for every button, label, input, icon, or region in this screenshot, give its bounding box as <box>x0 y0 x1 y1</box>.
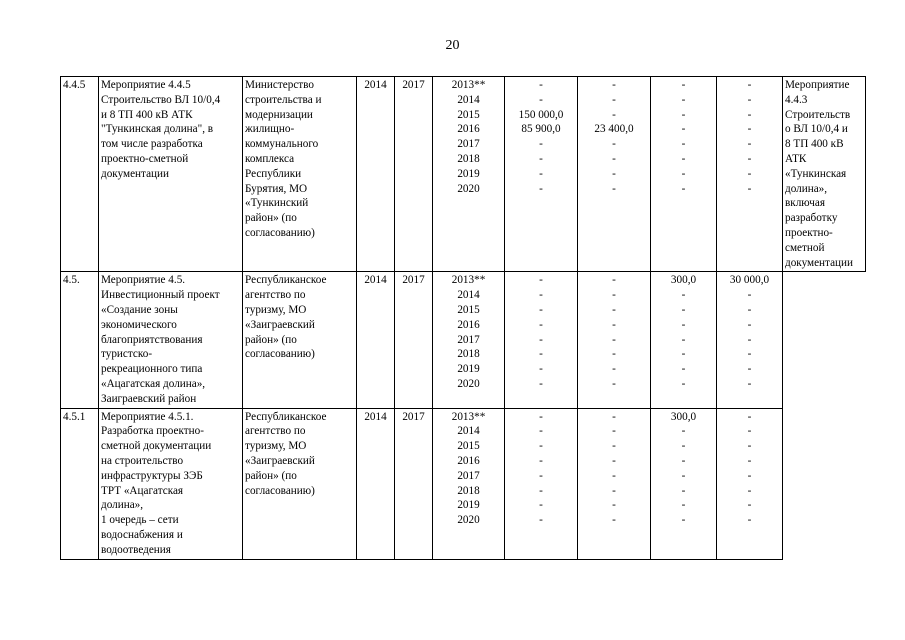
start-year: 2014 <box>357 272 395 408</box>
row-number: 4.5. <box>61 272 99 408</box>
funding-col-3: 300,0 - - - - - - - <box>651 408 717 559</box>
table-row <box>61 272 866 408</box>
table-row <box>61 77 866 272</box>
funding-col-3: - - - - - - - - <box>651 77 717 272</box>
years-list: 2013** 2014 2015 2016 2017 2018 2019 2020 <box>433 408 505 559</box>
funding-col-1: - - - - - - - - <box>505 272 578 408</box>
row-number: 4.4.5 <box>61 77 99 272</box>
table-row <box>61 408 866 559</box>
years-list: 2013** 2014 2015 2016 2017 2018 2019 2020 <box>433 272 505 408</box>
executor: Республиканское агентство по туризму, МО «Заиграевский район» (по согласованию) <box>243 272 357 408</box>
measure-name: Мероприятие 4.4.5 Строительство ВЛ 10/0,4 и 8 ТП 400 кВ АТК "Тункинская долина", в том числе разработка проектно-сметной документации <box>99 77 243 272</box>
measures-table <box>60 76 866 560</box>
funding-col-4: 30 000,0 - - - - - - - <box>717 272 783 408</box>
years-list: 2013** 2014 2015 2016 2017 2018 2019 2020 <box>433 77 505 272</box>
funding-col-1: - - - - - - - - <box>505 408 578 559</box>
executor: Республиканское агентство по туризму, МО «Заиграевский район» (по согласованию) <box>243 408 357 559</box>
start-year: 2014 <box>357 408 395 559</box>
end-year: 2017 <box>395 408 433 559</box>
funding-col-4: - - - - - - - - <box>717 77 783 272</box>
measure-name: Мероприятие 4.5.1. Разработка проектно- сметной документации на строительство инфраструктуры ЗЭБ ТРТ «Ацагатская долина», 1 очередь – сети водоснабжения и водоотведения <box>99 408 243 559</box>
note: Мероприятие 4.4.3 Строительств о ВЛ 10/0,4 и 8 ТП 400 кВ АТК «Тункинская долина», включая разработку проектно- сметной документации <box>783 77 866 272</box>
funding-col-2: - - - - - - - - <box>578 272 651 408</box>
empty-note-cell <box>783 272 866 559</box>
funding-col-2: - - - 23 400,0 - - - - <box>578 77 651 272</box>
executor: Министерство строительства и модернизации жилищно- коммунального комплекса Республики Бурятия, МО «Тункинский район» (по согласованию) <box>243 77 357 272</box>
row-number: 4.5.1 <box>61 408 99 559</box>
page-number: 20 <box>445 38 460 53</box>
measure-name: Мероприятие 4.5. Инвестиционный проект «Создание зоны экономического благоприятствования туристско- рекреационного типа «Ацагатская долина», Заиграевский район <box>99 272 243 408</box>
end-year: 2017 <box>395 77 433 272</box>
start-year: 2014 <box>357 77 395 272</box>
funding-col-2: - - - - - - - - <box>578 408 651 559</box>
end-year: 2017 <box>395 272 433 408</box>
funding-col-4: - - - - - - - - <box>717 408 783 559</box>
funding-col-3: 300,0 - - - - - - - <box>651 272 717 408</box>
funding-col-1: - - 150 000,0 85 900,0 - - - - <box>505 77 578 272</box>
